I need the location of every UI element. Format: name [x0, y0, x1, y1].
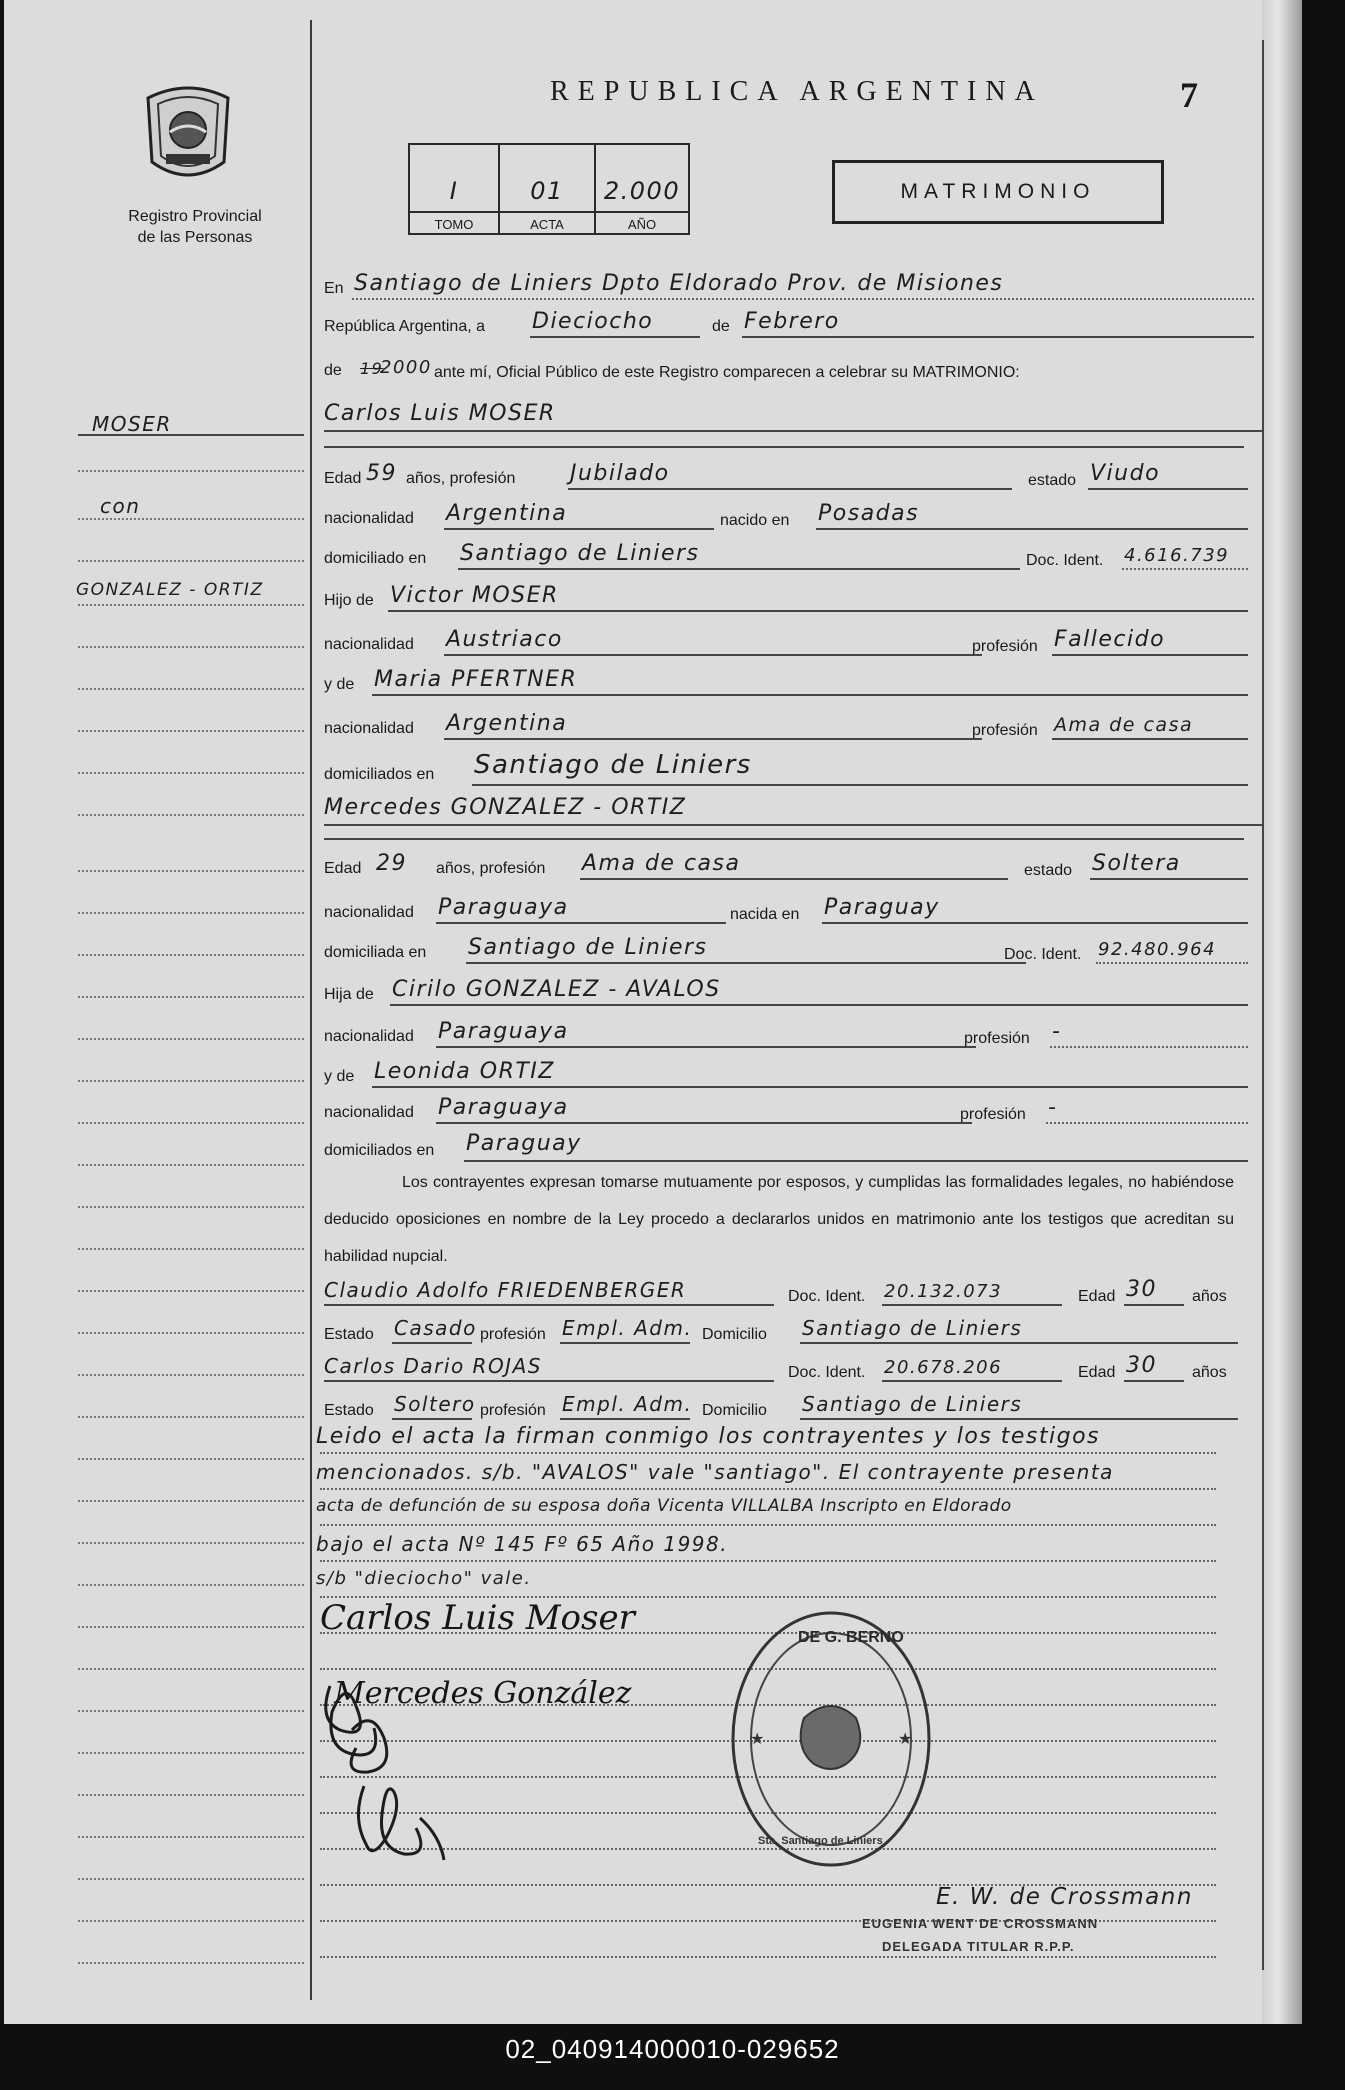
- groom-father-nat-row: [324, 624, 1248, 654]
- witness1-row: [324, 1274, 1238, 1304]
- registry-name: [100, 206, 290, 248]
- prof-label: profesión: [480, 1326, 546, 1343]
- fill-line: [580, 878, 1008, 880]
- groom-parents-dom: Santiago de Liniers: [474, 750, 752, 780]
- bride-mother-nat-row: [324, 1092, 1248, 1122]
- bride-age-row: [324, 848, 1248, 878]
- year-prefix: de: [324, 362, 342, 379]
- margin-rule: [78, 470, 304, 472]
- fill-line: [324, 1380, 774, 1382]
- fill-line: [800, 1418, 1238, 1420]
- right-border: [1262, 40, 1264, 1970]
- official-printed-name: EUGENIA WENT DE CROSSMANN: [862, 1916, 1099, 1931]
- statement: ante mí, Oficial Público de este Registro comparecen a celebrar su MATRIMONIO:: [434, 364, 1020, 381]
- prof-label: profesión: [480, 1402, 546, 1419]
- prof-label: profesión: [960, 1106, 1026, 1123]
- margin-underline: [78, 434, 304, 436]
- de-label: de: [712, 318, 730, 335]
- fill-line: [1122, 568, 1248, 570]
- years-prof-label: años, profesión: [406, 470, 516, 487]
- svg-text:★: ★: [898, 1731, 913, 1748]
- margin-rule: [78, 730, 304, 732]
- groom-domicile: Santiago de Liniers: [460, 541, 700, 566]
- margin-rule: [78, 1626, 304, 1628]
- country-title: REPUBLICA ARGENTINA: [550, 76, 1044, 107]
- margin-rule: [78, 1458, 304, 1460]
- margin-rule: [78, 1374, 304, 1376]
- dom-label: Domicilio: [702, 1402, 767, 1419]
- witness2-row: [324, 1350, 1238, 1380]
- witness1-doc: 20.132.073: [884, 1281, 1003, 1302]
- en-label: En: [324, 280, 344, 297]
- official-stamp-icon: [728, 1608, 934, 1870]
- father-label: Hija de: [324, 986, 374, 1003]
- years-label: años: [1192, 1364, 1227, 1381]
- margin-rule: [78, 688, 304, 690]
- fill-line: [436, 1122, 972, 1124]
- margin-rule: [78, 1080, 304, 1082]
- bride-name: Mercedes GONZALEZ - ORTIZ: [324, 795, 687, 820]
- stamp-bottom-text: Sta. Santiago de Liniers: [758, 1835, 883, 1847]
- parents-dom-label: domiciliados en: [324, 766, 435, 783]
- tomo-cell: [410, 145, 500, 233]
- fill-line: [352, 298, 1254, 300]
- fill-line: [568, 488, 1012, 490]
- fill-line: [560, 1418, 690, 1420]
- fill-line: [320, 1956, 1216, 1958]
- groom-dom-row: [324, 538, 1248, 568]
- bride-parents-dom-row: [324, 1128, 1248, 1158]
- fill-line: [464, 1160, 1248, 1162]
- fill-line: [560, 1342, 690, 1344]
- fill-line: [1124, 1304, 1184, 1306]
- margin-rule: [78, 1164, 304, 1166]
- bride-born: Paraguay: [824, 895, 940, 920]
- file-id: 02_040914000010-029652: [505, 2034, 840, 2064]
- fill-line: [466, 962, 1026, 964]
- margin-rule: [78, 1122, 304, 1124]
- document-page: [4, 0, 1295, 2024]
- fill-line: [1046, 1122, 1248, 1124]
- margin-rule: [78, 870, 304, 872]
- fill-line: [444, 654, 982, 656]
- witness2-age: 30: [1126, 1353, 1157, 1378]
- groom-born: Posadas: [818, 501, 920, 526]
- fill-line: [390, 1004, 1248, 1006]
- doc-label: Doc. Ident.: [788, 1364, 866, 1381]
- margin-rule: [78, 1668, 304, 1670]
- margin-surname: MOSER: [92, 412, 172, 436]
- mother-label: y de: [324, 676, 355, 693]
- margin-connector: con: [100, 494, 141, 518]
- margin-rule: [78, 1500, 304, 1502]
- bride-nationality: Paraguaya: [438, 895, 569, 920]
- fill-line: [372, 694, 1248, 696]
- declaration-text: Los contrayentes expresan tomarse mutuamente por esposos, y cumplidas las formalidades legales, no habiéndose deducido oposiciones en nombre de la Ley procedo a declararlos unidos en matrimonio ante los testigos que acreditan su habilidad nupcial.: [324, 1174, 1234, 1265]
- fill-line: [324, 430, 1264, 432]
- note-line: acta de defunción de su esposa doña Vicenta VILLALBA Inscripto en Eldorado: [316, 1496, 1012, 1516]
- age-label: Edad: [324, 860, 362, 877]
- bride-dom-row: [324, 932, 1248, 962]
- groom-name: Carlos Luis MOSER: [324, 401, 556, 426]
- ano-value: 2.000: [603, 177, 681, 205]
- fill-line: [388, 610, 1248, 612]
- fill-line: [1096, 962, 1248, 964]
- prof-label: profesión: [964, 1030, 1030, 1047]
- tomo-value: I: [449, 177, 459, 205]
- year-value: 2000: [380, 357, 432, 378]
- margin-rule: [78, 1878, 304, 1880]
- groom-father-nat: Austriaco: [446, 627, 563, 652]
- nat-label: nacionalidad: [324, 636, 414, 653]
- nat-label: nacionalidad: [324, 1104, 414, 1121]
- dom-label: domiciliado en: [324, 550, 427, 567]
- month-value: Febrero: [744, 309, 840, 334]
- doc-label: Doc. Ident.: [1004, 946, 1082, 963]
- fill-line: [324, 824, 1264, 826]
- fill-line: [742, 336, 1254, 338]
- bride-name-row: [324, 792, 1264, 822]
- margin-rule: [78, 560, 304, 562]
- margin-rule: [78, 1920, 304, 1922]
- margin-rule: [78, 1290, 304, 1292]
- status-label: Estado: [324, 1326, 374, 1343]
- groom-parents-dom-row: [324, 752, 1248, 782]
- bride-signature: Mercedes González: [334, 1676, 632, 1711]
- father-label: Hijo de: [324, 592, 374, 609]
- nat-label: nacionalidad: [324, 1028, 414, 1045]
- date-row: [324, 306, 1254, 336]
- fill-line: [444, 738, 982, 740]
- place-row: [324, 268, 1254, 298]
- record-box: [408, 143, 690, 235]
- bride-mother-nat: Paraguaya: [438, 1095, 569, 1120]
- dom-label: domiciliada en: [324, 944, 427, 961]
- doc-label: Doc. Ident.: [788, 1288, 866, 1305]
- witness1-age: 30: [1126, 1277, 1157, 1302]
- bride-mother: Leonida ORTIZ: [374, 1059, 555, 1084]
- groom-mother-nat-row: [324, 708, 1248, 738]
- margin-rule: [78, 1206, 304, 1208]
- bride-father-nat-row: [324, 1016, 1248, 1046]
- groom-father: Victor MOSER: [390, 583, 559, 608]
- note-line: mencionados. s/b. "AVALOS" vale "santiago". El contrayente presenta: [316, 1460, 1114, 1484]
- fill-line: [882, 1380, 1062, 1382]
- registry-line2: de las Personas: [137, 229, 253, 246]
- official-signature: E. W. de Crossmann: [936, 1884, 1193, 1910]
- fill-line: [320, 1452, 1216, 1454]
- witness1-name: Claudio Adolfo FRIEDENBERGER: [324, 1278, 687, 1302]
- bride-father-row: [324, 974, 1248, 1004]
- separator: [324, 838, 1244, 840]
- margin-rule: [78, 954, 304, 956]
- fill-line: [436, 1046, 976, 1048]
- fill-line: [882, 1304, 1062, 1306]
- margin-rule: [78, 1332, 304, 1334]
- groom-nationality: Argentina: [446, 501, 568, 526]
- years-label: años: [1192, 1288, 1227, 1305]
- official-title: DELEGADA TITULAR R.P.P.: [882, 1939, 1075, 1954]
- groom-status: Viudo: [1090, 461, 1161, 486]
- bride-doc: 92.480.964: [1098, 939, 1217, 960]
- witness2-doc: 20.678.206: [884, 1357, 1003, 1378]
- groom-profession: Jubilado: [570, 461, 670, 486]
- groom-age: 59: [366, 461, 397, 486]
- witness-signatures-icon: [312, 1668, 462, 1878]
- margin-rule: [78, 1038, 304, 1040]
- fill-line: [436, 922, 726, 924]
- bride-profession: Ama de casa: [582, 851, 741, 876]
- nat-label: nacionalidad: [324, 904, 414, 921]
- status-label: estado: [1024, 862, 1073, 879]
- stamp-top-text: DE G. BERNO: [798, 1629, 904, 1646]
- fill-line: [1124, 1380, 1184, 1382]
- groom-mother-row: [324, 664, 1248, 694]
- note-line: Leido el acta la firman conmigo los contrayentes y los testigos: [316, 1424, 1101, 1449]
- bride-parents-dom: Paraguay: [466, 1131, 582, 1156]
- groom-name-row: [324, 398, 1264, 428]
- groom-mother-nat: Argentina: [446, 711, 568, 736]
- age-label: Edad: [1078, 1288, 1116, 1305]
- status-label: Estado: [324, 1402, 374, 1419]
- margin-rule: [78, 1752, 304, 1754]
- bride-domicile: Santiago de Liniers: [468, 935, 708, 960]
- note-line: bajo el acta Nº 145 Fº 65 Año 1998.: [316, 1532, 729, 1556]
- witness2-details-row: [324, 1388, 1238, 1418]
- acta-value: 01: [530, 177, 564, 205]
- book-binding-edge: [1262, 0, 1302, 2024]
- witness1-domicile: Santiago de Liniers: [802, 1316, 1023, 1340]
- fill-line: [320, 1524, 1216, 1526]
- groom-doc: 4.616.739: [1124, 545, 1230, 566]
- note-line: s/b "dieciocho" vale.: [316, 1568, 532, 1589]
- dom-label: Domicilio: [702, 1326, 767, 1343]
- fill-line: [320, 1488, 1216, 1490]
- parents-dom-label: domiciliados en: [324, 1142, 435, 1159]
- fill-line: [816, 528, 1248, 530]
- prof-label: profesión: [972, 638, 1038, 655]
- registry-line1: Registro Provincial: [128, 208, 262, 225]
- age-label: Edad: [324, 470, 362, 487]
- born-label: nacida en: [730, 906, 800, 923]
- margin-rule: [78, 1542, 304, 1544]
- witness1-details-row: [324, 1312, 1238, 1342]
- groom-mother: Maria PFERTNER: [374, 667, 578, 692]
- witness2-name: Carlos Dario ROJAS: [324, 1354, 542, 1378]
- fill-line: [320, 1560, 1216, 1562]
- nat-label: nacionalidad: [324, 720, 414, 737]
- acta-label: ACTA: [530, 217, 564, 232]
- bride-nat-row: [324, 892, 1248, 922]
- fill-line: [1088, 488, 1248, 490]
- province-seal-icon: [140, 82, 236, 188]
- day-value: Dieciocho: [532, 309, 654, 334]
- bride-father-nat: Paraguaya: [438, 1019, 569, 1044]
- groom-father-row: [324, 580, 1248, 610]
- doc-label: Doc. Ident.: [1026, 552, 1104, 569]
- groom-age-row: [324, 458, 1248, 488]
- record-box-divider: [410, 211, 688, 213]
- margin-rule: [78, 1794, 304, 1796]
- witness2-domicile: Santiago de Liniers: [802, 1392, 1023, 1416]
- fill-line: [444, 528, 714, 530]
- bride-father: Cirilo GONZALEZ - AVALOS: [392, 977, 721, 1002]
- bride-mother-prof: -: [1048, 1095, 1058, 1120]
- fill-line: [324, 1304, 774, 1306]
- fill-line: [822, 922, 1248, 924]
- margin-rule: [78, 996, 304, 998]
- groom-nat-row: [324, 498, 1248, 528]
- ano-label: AÑO: [627, 217, 657, 232]
- margin-rule: [78, 912, 304, 914]
- fill-line: [392, 1418, 472, 1420]
- fill-line: [458, 568, 1020, 570]
- official-name-block: [862, 1916, 1098, 1954]
- witness1-status: Casado: [394, 1316, 477, 1340]
- republic-label: República Argentina, a: [324, 318, 485, 335]
- fill-line: [472, 784, 1248, 786]
- prof-label: profesión: [972, 722, 1038, 739]
- fill-line: [372, 1086, 1248, 1088]
- margin-rule: [78, 1248, 304, 1250]
- margin-rule: [78, 1836, 304, 1838]
- record-type: MATRIMONIO: [832, 160, 1164, 224]
- year-row: [324, 350, 1254, 380]
- nat-label: nacionalidad: [324, 510, 414, 527]
- tomo-label: TOMO: [434, 217, 474, 232]
- margin-other-surname: GONZALEZ - ORTIZ: [76, 580, 264, 600]
- groom-father-prof: Fallecido: [1054, 627, 1166, 652]
- fill-line: [1052, 738, 1248, 740]
- groom-mother-prof: Ama de casa: [1054, 714, 1194, 736]
- born-label: nacido en: [720, 512, 790, 529]
- years-prof-label: años, profesión: [436, 860, 546, 877]
- bride-mother-row: [324, 1056, 1248, 1086]
- margin-rule: [78, 1710, 304, 1712]
- fill-line: [530, 336, 700, 338]
- witness2-status: Soltero: [394, 1392, 476, 1416]
- fill-line: [392, 1342, 472, 1344]
- bride-age: 29: [376, 851, 407, 876]
- margin-rule: [78, 772, 304, 774]
- fill-line: [1090, 878, 1248, 880]
- age-label: Edad: [1078, 1364, 1116, 1381]
- year-struck: 19: [360, 359, 384, 378]
- mother-label: y de: [324, 1068, 355, 1085]
- fill-line: [1052, 654, 1248, 656]
- margin-rule: [78, 814, 304, 816]
- fill-line: [800, 1342, 1238, 1344]
- witness2-profession: Empl. Adm.: [562, 1392, 693, 1416]
- margin-rule: [78, 604, 304, 606]
- ano-cell: [596, 145, 688, 233]
- margin-rule: [78, 1962, 304, 1964]
- margin-rule: [78, 1584, 304, 1586]
- acta-cell: [500, 145, 596, 233]
- groom-signature: Carlos Luis Moser: [320, 1598, 635, 1638]
- margin-rule: [78, 1416, 304, 1418]
- page-number: 7: [1180, 75, 1198, 115]
- margin-rule: [78, 646, 304, 648]
- svg-text:★: ★: [750, 1731, 765, 1748]
- margin-rule: [78, 518, 304, 520]
- bride-status: Soltera: [1092, 851, 1181, 876]
- bride-father-prof: -: [1052, 1019, 1062, 1044]
- fill-line: [1050, 1046, 1248, 1048]
- separator: [324, 446, 1244, 448]
- place-value: Santiago de Liniers Dpto Eldorado Prov. de Misiones: [354, 271, 1004, 296]
- witness1-profession: Empl. Adm.: [562, 1316, 693, 1340]
- status-label: estado: [1028, 472, 1077, 489]
